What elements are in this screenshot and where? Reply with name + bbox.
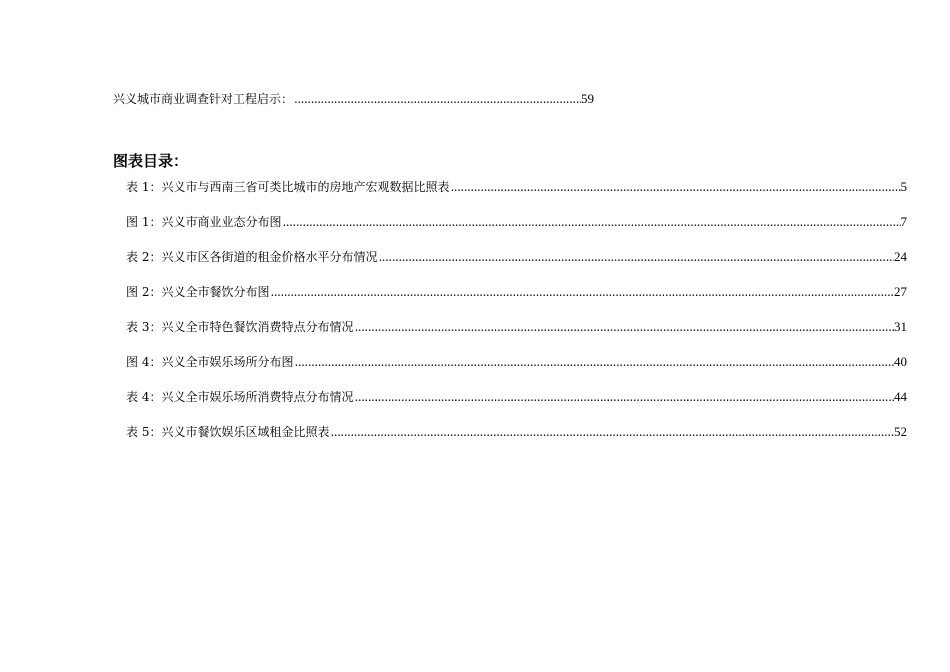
toc-entry-page: 5 bbox=[900, 179, 907, 194]
toc-entry-page: 7 bbox=[900, 214, 907, 229]
dot-leader bbox=[354, 319, 894, 335]
toc-entry-figure-1[interactable] bbox=[126, 214, 907, 230]
dot-leader bbox=[282, 214, 900, 230]
toc-entry-label: 表 2：兴义市区各街道的租金价格水平分布情况 bbox=[126, 250, 378, 264]
dot-leader bbox=[378, 249, 894, 265]
dot-leader bbox=[294, 354, 894, 370]
dot-leader bbox=[330, 424, 894, 440]
toc-entry-table-2[interactable] bbox=[126, 249, 907, 265]
toc-entry-label: 表 1：兴义市与西南三省可类比城市的房地产宏观数据比照表 bbox=[126, 180, 450, 194]
toc-entry-page: 40 bbox=[894, 354, 907, 369]
toc-section-entry[interactable] bbox=[113, 91, 594, 107]
toc-entry-label: 表 5：兴义市餐饮娱乐区域租金比照表 bbox=[126, 425, 330, 439]
toc-entry-page: 27 bbox=[894, 284, 907, 299]
dot-leader bbox=[450, 179, 900, 195]
dot-leader bbox=[270, 284, 894, 300]
toc-entry-page: 52 bbox=[894, 424, 907, 439]
toc-entry-label: 图 2：兴义全市餐饮分布图 bbox=[126, 285, 270, 299]
toc-entry-figure-2[interactable] bbox=[126, 284, 907, 300]
toc-entry-label: 图 1：兴义市商业业态分布图 bbox=[126, 215, 282, 229]
figure-table-list-heading: 图表目录： bbox=[113, 152, 189, 170]
toc-entry-table-3[interactable] bbox=[126, 319, 907, 335]
toc-entry-table-5[interactable] bbox=[126, 424, 907, 440]
toc-entry-label: 表 3：兴义全市特色餐饮消费特点分布情况 bbox=[126, 320, 354, 334]
dot-leader bbox=[294, 91, 581, 107]
toc-entry-label: 表 4：兴义全市娱乐场所消费特点分布情况 bbox=[126, 390, 354, 404]
toc-entry-label: 图 4：兴义全市娱乐场所分布图 bbox=[126, 355, 294, 369]
toc-entry-table-4[interactable] bbox=[126, 389, 907, 405]
toc-entry-page: 44 bbox=[894, 389, 907, 404]
toc-entry-page: 24 bbox=[894, 249, 907, 264]
toc-entry-figure-4[interactable] bbox=[126, 354, 907, 370]
toc-entry-label: 兴义城市商业调查针对工程启示： bbox=[113, 92, 294, 106]
toc-entry-page: 59 bbox=[581, 91, 594, 106]
toc-entry-page: 31 bbox=[894, 319, 907, 334]
dot-leader bbox=[354, 389, 894, 405]
toc-entry-table-1[interactable] bbox=[126, 179, 907, 195]
